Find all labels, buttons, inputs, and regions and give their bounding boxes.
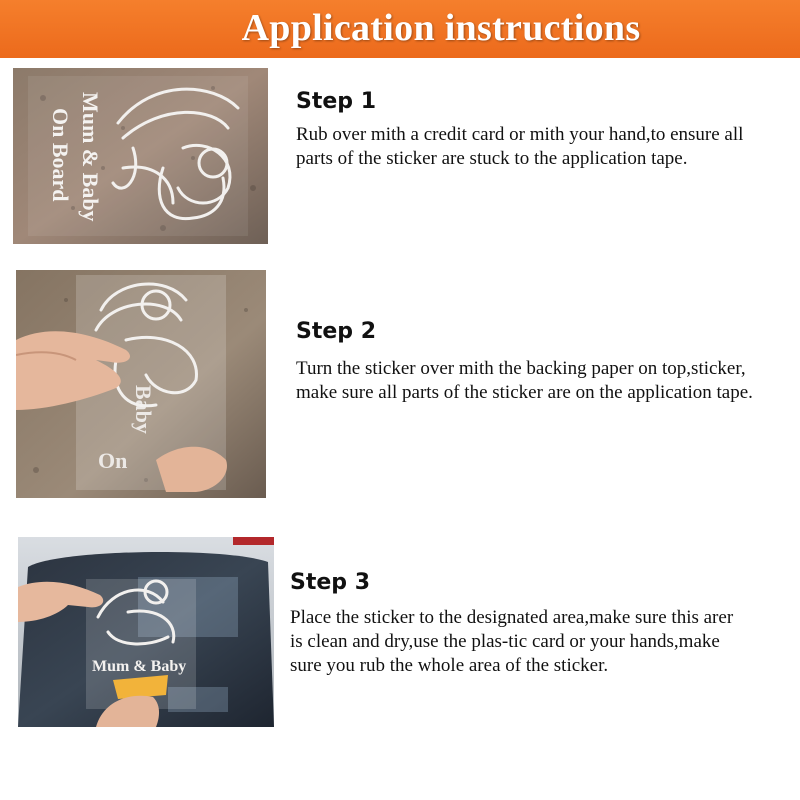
sticker-text-line-1: Baby (131, 385, 156, 434)
step-3-line-1: Place the sticker to the designated area,make sure this arer (290, 607, 734, 628)
step-2-photo (16, 270, 266, 498)
sticker-text-line-2: On (98, 448, 128, 473)
step-1-description (296, 123, 743, 171)
step-2-line-1: Turn the sticker over mith the backing paper on top,sticker, (296, 358, 746, 379)
step-2-line-2: make sure all parts of the sticker are on the application tape. (296, 382, 753, 403)
step-1-photo (13, 68, 268, 244)
step-3-line-3: sure you rub the whole area of the sticker. (290, 655, 609, 676)
sticker-text-line-2: On Board (48, 108, 73, 202)
step-3-photo (18, 537, 274, 727)
page-title: Application instructions (241, 7, 641, 49)
step-1-title: Step 1 (296, 89, 376, 114)
sticker-text-line-1: Mum & Baby (92, 658, 187, 675)
header-banner (0, 0, 800, 58)
step-3-title: Step 3 (290, 570, 370, 595)
step-1-line-1: Rub over mith a credit card or mith your hand,to ensure all (296, 124, 744, 145)
step-1-line-2: parts of the sticker are stuck to the application tape. (296, 148, 688, 169)
step-3-line-2: is clean and dry,use the plas-tic card or your hands,make (290, 631, 720, 652)
step-2-title: Step 2 (296, 319, 376, 344)
sticker-text-line-1: Mum & Baby (78, 92, 103, 222)
step-3-description (290, 606, 733, 678)
step-2-description (296, 357, 753, 405)
